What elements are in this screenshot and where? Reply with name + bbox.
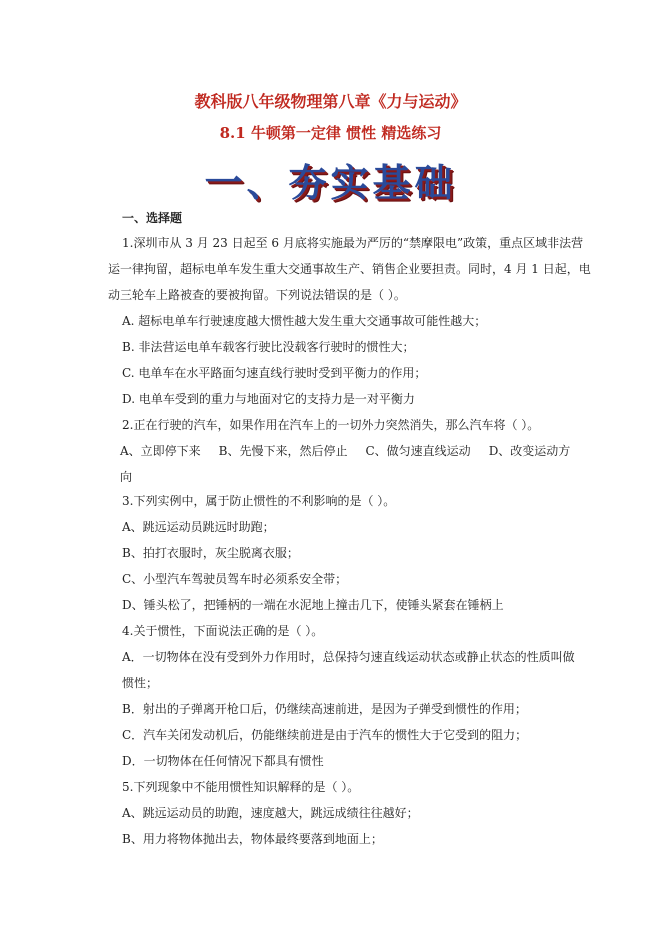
option-a: A、立即停下来	[120, 444, 201, 458]
option-c: C．汽车关闭发动机后，仍能继续前进是由于汽车的惯性大于它受到的阻力；	[122, 728, 528, 742]
section-banner: 一、夯实基础	[204, 161, 457, 205]
question-stem-line: 4.关于惯性，下面说法正确的是（ ）。	[122, 624, 324, 638]
option-wrap: 向	[120, 470, 133, 484]
option-c: C、做匀速直线运动	[365, 444, 471, 458]
option-a: A. 超标电单车行驶速度越大惯性越大发生重大交通事故可能性越大；	[122, 314, 487, 328]
question-stem-line: 1.深圳市从 3 月 23 日起至 6 月底将实施最为严厉的“禁摩限电”政策，重点区域非法营	[122, 236, 584, 250]
question-stem-line: 动三轮车上路被查的要被拘留。下列说法错误的是（ ）。	[108, 288, 406, 302]
section-heading: 一、选择题	[122, 211, 183, 225]
question-stem-line: 运一律拘留，超标电单车发生重大交通事故生产、销售企业要担责。同时，4 月 1 日起，电	[108, 262, 591, 276]
question-stem-line: 2.正在行驶的汽车，如果作用在汽车上的一切外力突然消失，那么汽车将（ ）。	[122, 418, 540, 432]
question-stem-line: 3.下列实例中，属于防止惯性的不利影响的是（ ）。	[122, 494, 396, 508]
question-2	[120, 412, 571, 490]
question-3	[122, 488, 562, 618]
option-b: B、用力将物体抛出去，物体最终要落到地面上；	[122, 832, 383, 846]
document-title: 教科版八年级物理第八章《力与运动》	[194, 92, 467, 111]
option-a: A、跳远运动员跳远时助跑；	[122, 520, 275, 534]
option-a: A、跳远运动员的助跑，速度越大，跳远成绩往往越好；	[122, 806, 419, 820]
option-a: A．一切物体在没有受到外力作用时，总保持匀速直线运动状态或静止状态的性质叫做	[122, 650, 575, 664]
option-c: C、小型汽车驾驶员驾车时必须系安全带；	[122, 572, 348, 586]
option-c: C. 电单车在水平路面匀速直线行驶时受到平衡力的作用；	[122, 366, 427, 380]
option-b: B、先慢下来，然后停止	[218, 444, 348, 458]
question-stem-line: 5.下列现象中不能用惯性知识解释的是（ ）。	[122, 780, 360, 794]
question-5	[122, 774, 562, 852]
option-d: D、改变运动方	[488, 444, 571, 458]
option-b: B. 非法营运电单车载客行驶比没载客行驶时的惯性大；	[122, 340, 415, 354]
option-d: D、锤头松了，把锤柄的一端在水泥地上撞击几下，使锤头紧套在锤柄上	[122, 598, 504, 612]
option-b: B、拍打衣服时，灰尘脱离衣服；	[122, 546, 299, 560]
option-d: D．一切物体在任何情况下都具有惯性	[122, 754, 324, 768]
option-d: D. 电单车受到的重力与地面对它的支持力是一对平衡力	[122, 392, 415, 406]
question-4	[122, 618, 575, 774]
document-subtitle: 8.1 牛顿第一定律 惯性 精选练习	[219, 124, 442, 142]
question-1	[108, 230, 591, 412]
option-a-wrap: 惯性；	[122, 676, 159, 690]
option-b: B．射出的子弹离开枪口后，仍继续高速前进，是因为子弹受到惯性的作用；	[122, 702, 527, 716]
inline-options	[120, 438, 571, 464]
